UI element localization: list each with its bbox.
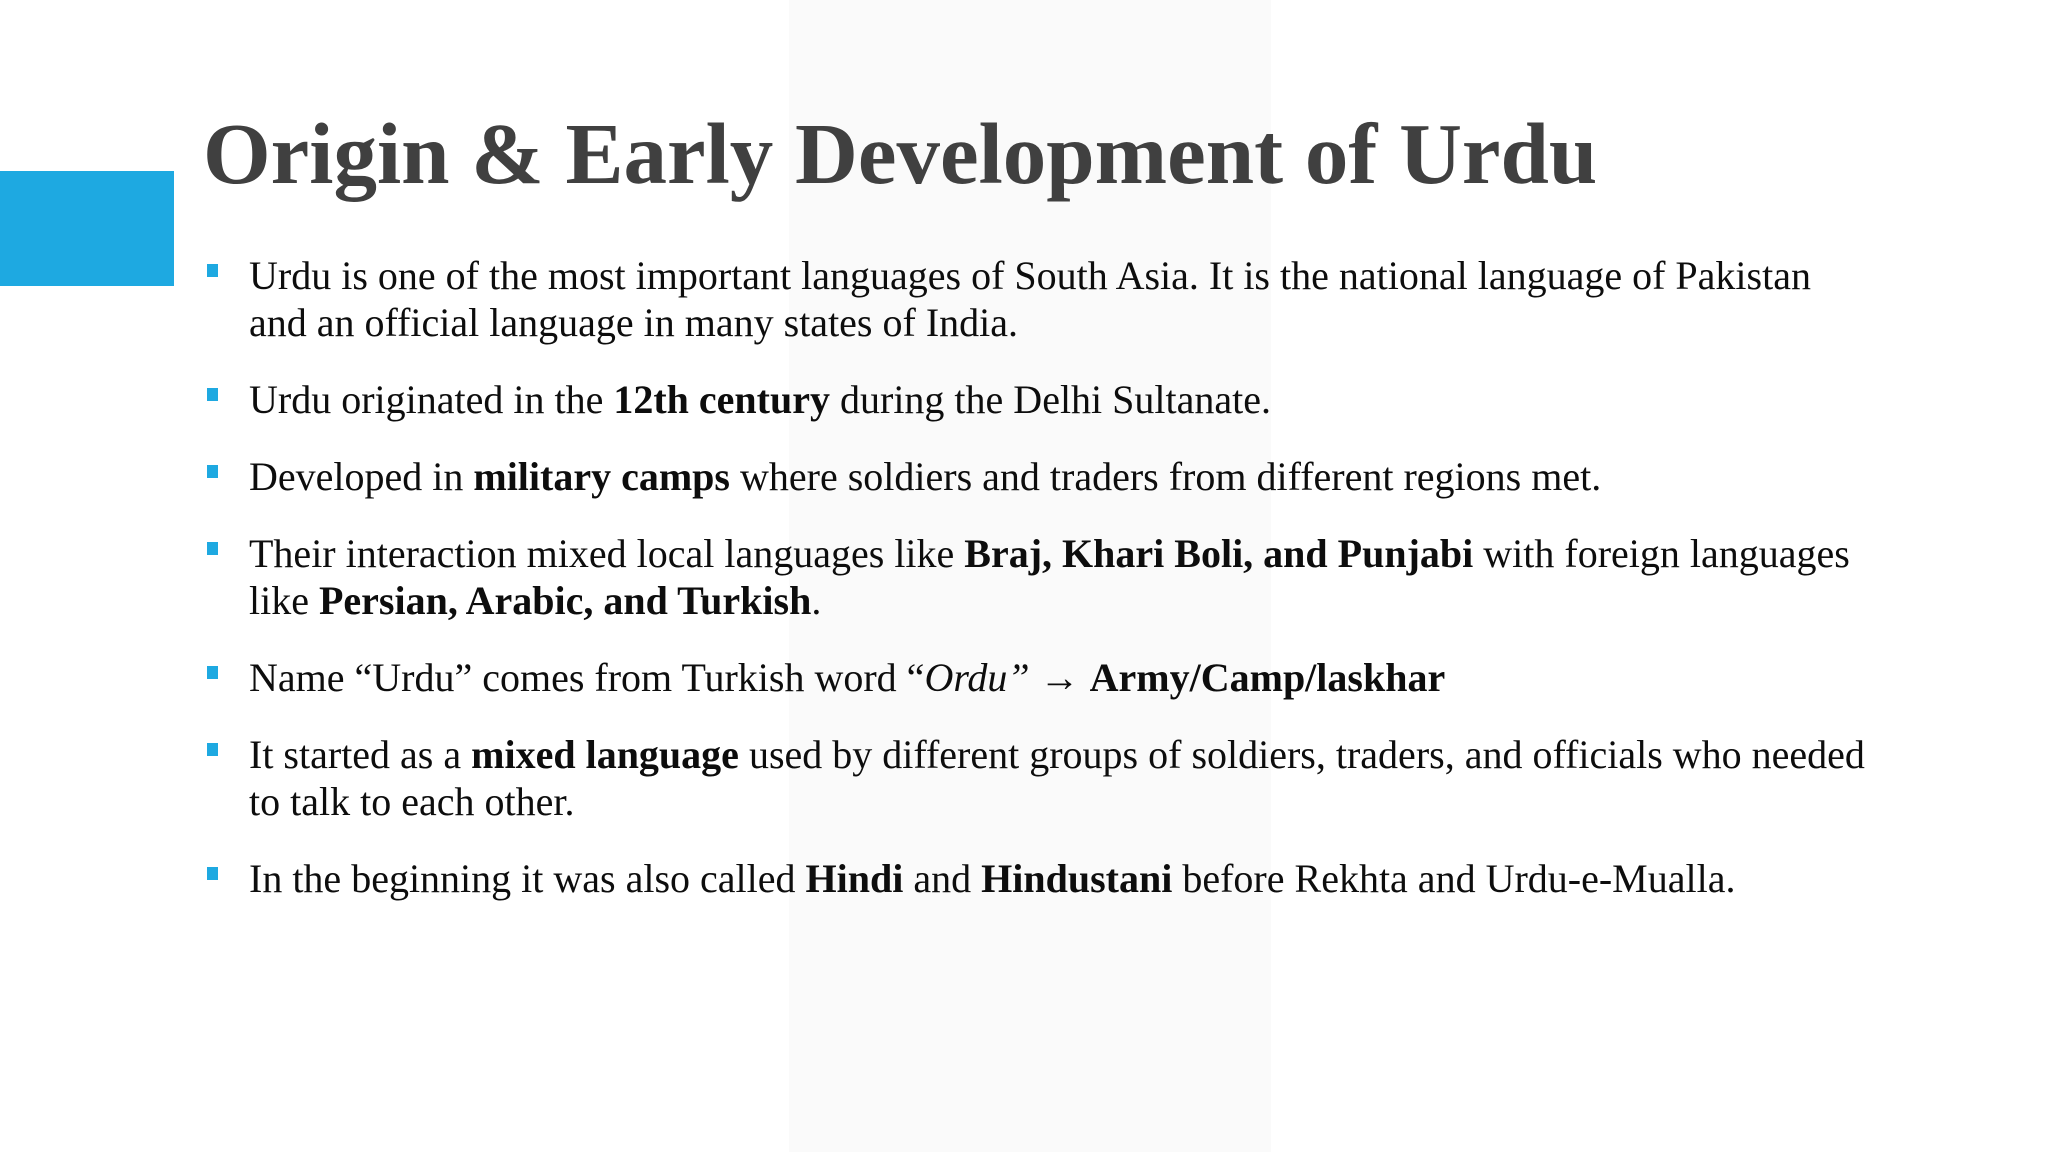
bullet-text-segment: .	[811, 578, 822, 623]
bullet-text-segment: 12th century	[613, 377, 830, 422]
bullet-text-segment: Developed in	[249, 454, 474, 499]
bullet-list	[203, 252, 1873, 932]
bullet-text-segment: Hindustani	[981, 856, 1173, 901]
bullet-text	[249, 253, 1811, 345]
square-bullet-icon	[207, 542, 218, 555]
bullet-item	[203, 252, 1873, 346]
square-bullet-icon	[207, 743, 218, 756]
bullet-item	[203, 855, 1873, 902]
square-bullet-icon	[207, 465, 218, 478]
bullet-text-segment: Name “Urdu” comes from Turkish word “	[249, 655, 925, 700]
bullet-text-segment: It started as a	[249, 732, 472, 777]
square-bullet-icon	[207, 666, 218, 679]
bullet-text-segment: where soldiers and traders from different regions met.	[730, 454, 1602, 499]
bullet-text-segment: used by different groups of soldiers, traders, and officials who needed to talk to each other.	[249, 732, 1865, 824]
bullet-text-segment: →	[1029, 655, 1090, 700]
title-accent-block	[0, 171, 174, 286]
square-bullet-icon	[207, 264, 218, 277]
bullet-text-segment: In the beginning it was also called	[249, 856, 806, 901]
square-bullet-icon	[207, 388, 218, 401]
bullet-text-segment: before Rekhta and Urdu-e-Mualla.	[1172, 856, 1736, 901]
bullet-text-segment: Persian, Arabic, and Turkish	[318, 578, 812, 623]
bullet-text-segment: Urdu originated in the	[249, 377, 614, 422]
bullet-item	[203, 654, 1873, 701]
slide-title: Origin & Early Development of Urdu	[203, 105, 1598, 202]
bullet-text-segment: Army/Camp/laskhar	[1089, 655, 1446, 700]
bullet-text-segment: military camps	[473, 454, 730, 499]
bullet-text	[249, 732, 1865, 824]
bullet-text-segment: during the Delhi Sultanate.	[830, 377, 1272, 422]
bullet-text	[249, 377, 1271, 422]
bullet-text-segment: Their interaction mixed local languages like	[249, 531, 965, 576]
bullet-text-segment: with foreign languages like	[249, 531, 1850, 623]
bullet-text	[249, 454, 1601, 499]
bullet-text-segment: Urdu is one of the most important languages of South Asia. It is the national language of Pakistan and an official language in many states of India.	[249, 253, 1811, 345]
square-bullet-icon	[207, 867, 218, 880]
bullet-text-segment: Hindi	[805, 856, 904, 901]
bullet-text	[249, 856, 1735, 901]
bullet-text-segment: and	[903, 856, 982, 901]
bullet-text-segment: Braj, Khari Boli, and Punjabi	[964, 531, 1474, 576]
bullet-item	[203, 376, 1873, 423]
bullet-item	[203, 453, 1873, 500]
bullet-text-segment: mixed language	[471, 732, 739, 777]
bullet-item	[203, 530, 1873, 624]
bullet-text-segment: Ordu”	[924, 655, 1030, 700]
bullet-text	[249, 531, 1850, 623]
bullet-item	[203, 731, 1873, 825]
bullet-text	[249, 655, 1445, 700]
